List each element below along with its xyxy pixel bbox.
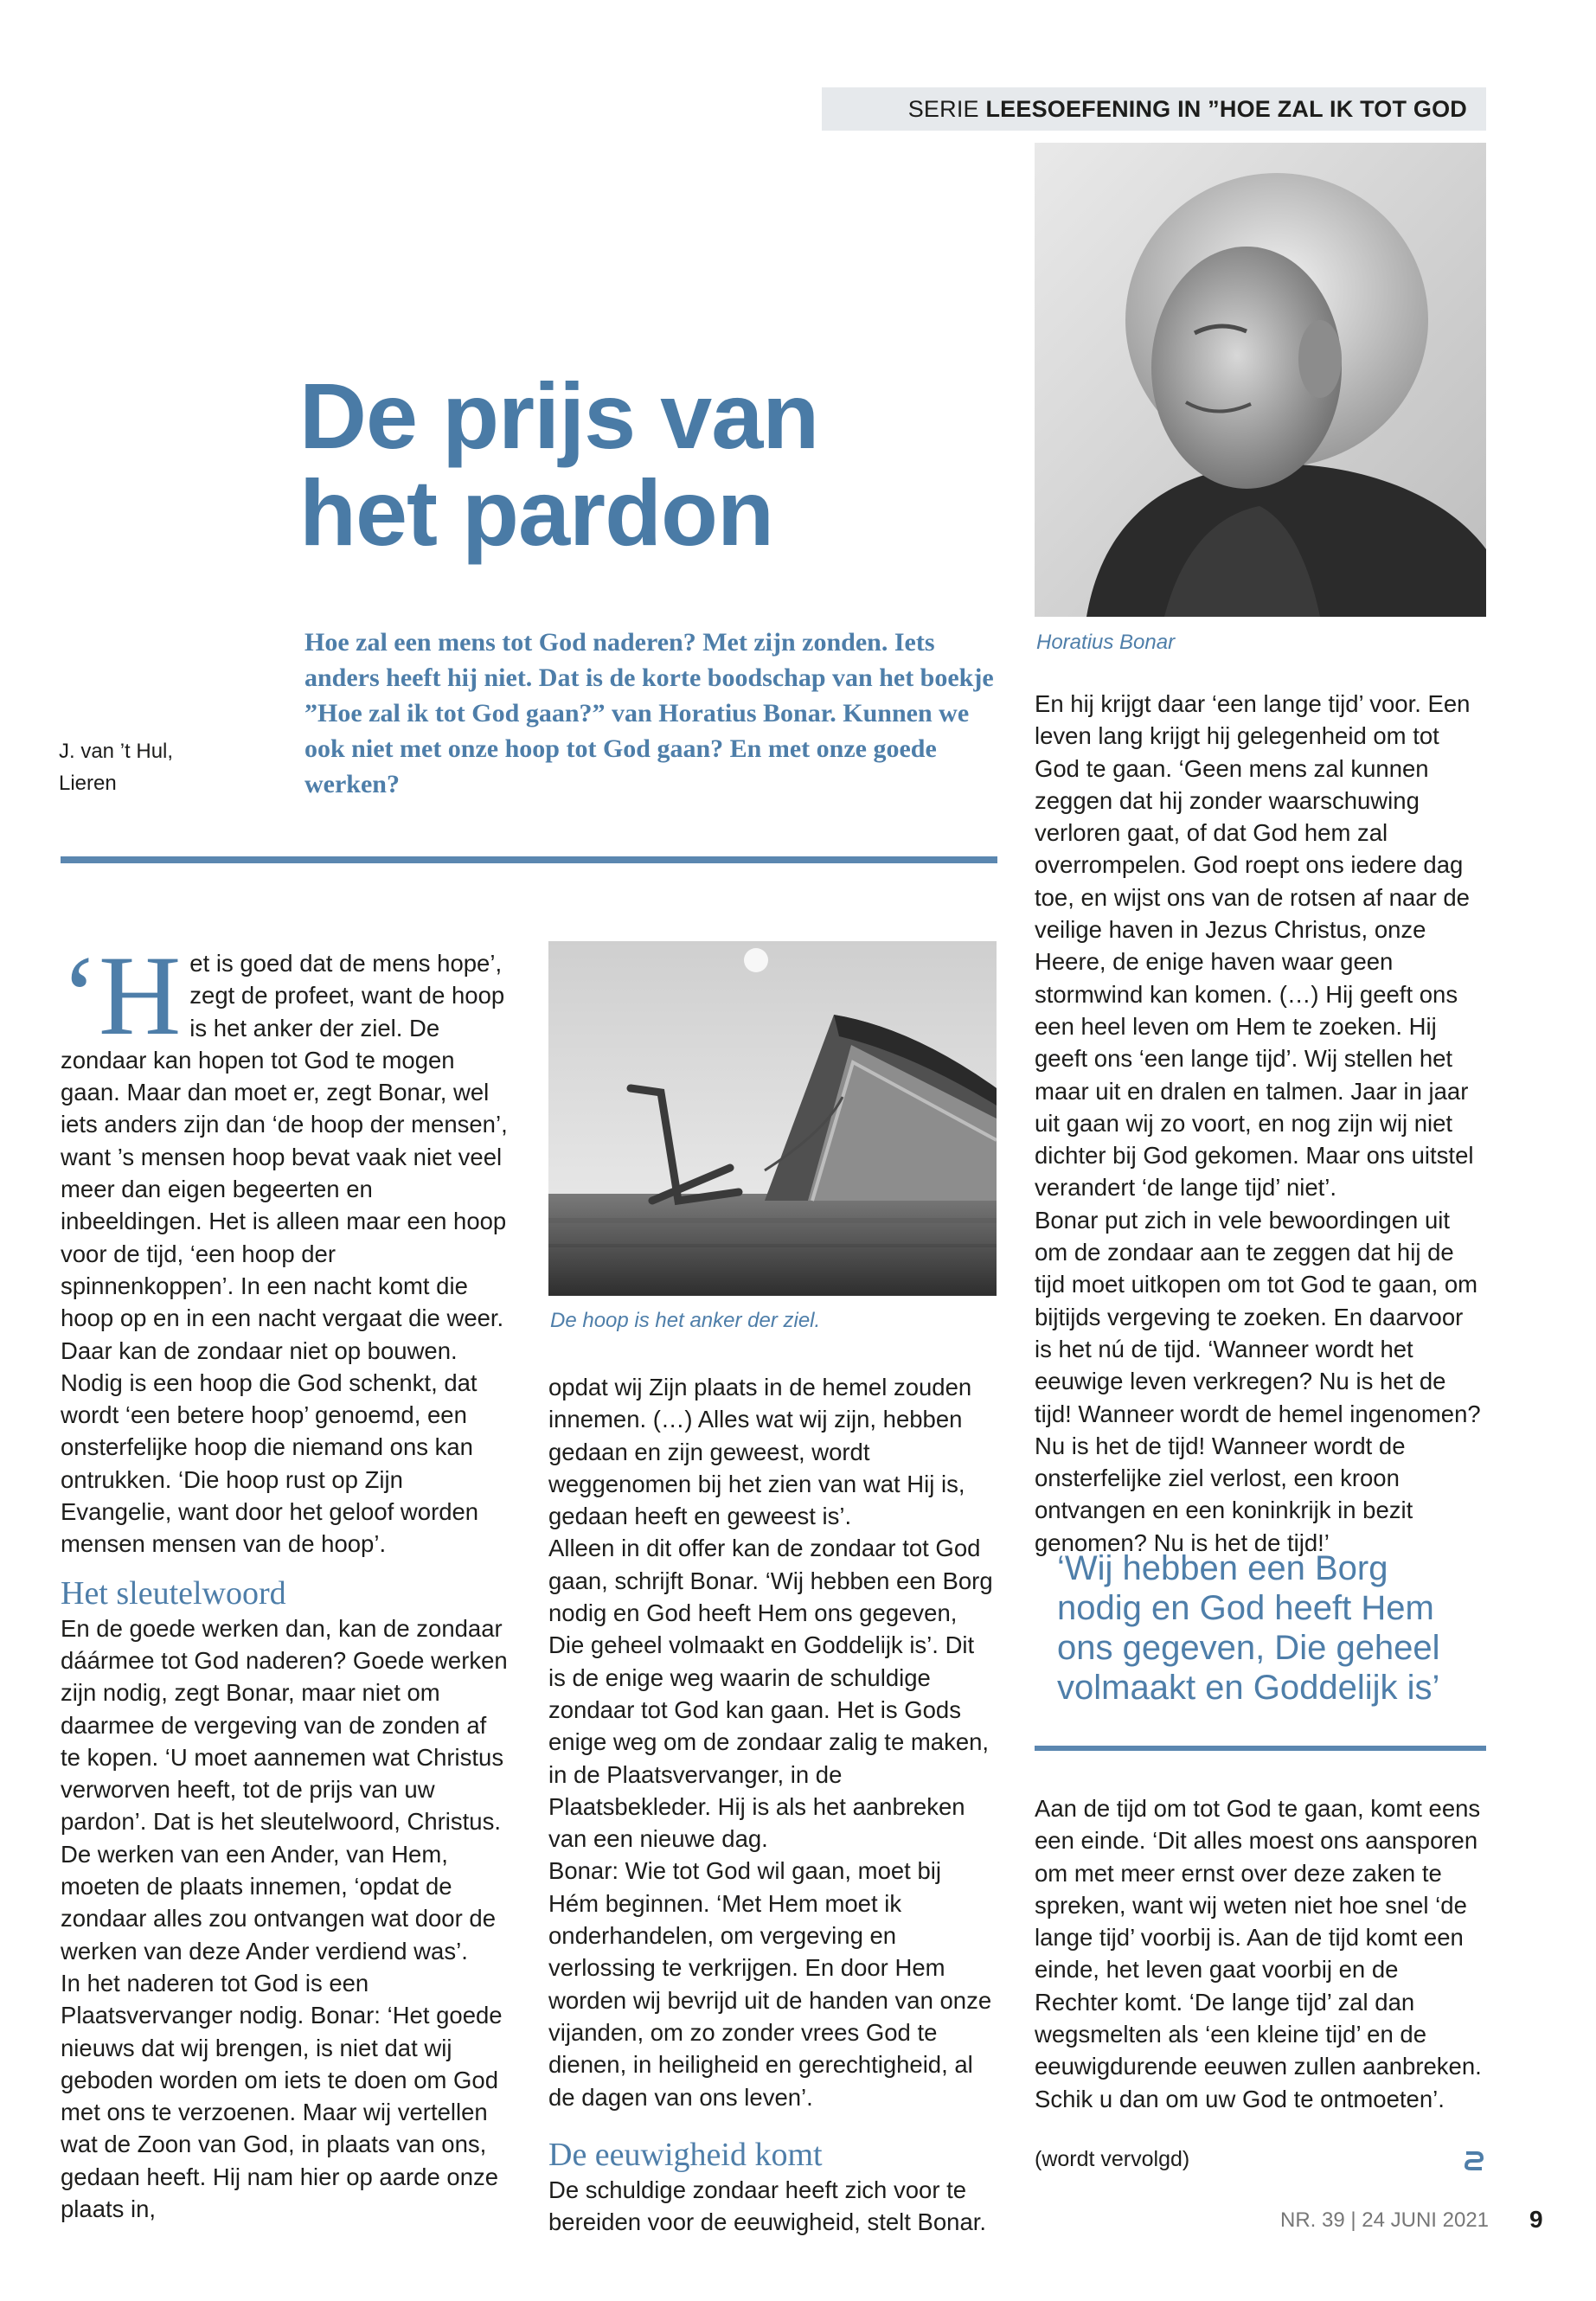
- pull-quote-rule: [1035, 1746, 1486, 1751]
- portrait-caption: Horatius Bonar: [1036, 631, 1176, 654]
- paragraph: ‘Het is goed dat de mens hope’, zegt de profeet, want de hoop is het anker der ziel. De zondaar kan hopen tot God te mogen gaan. Maar dan moet er, zegt Bonar, wel iets anders zijn dan ‘de hoop der mensen’, want ’s mensen hoop bevat vaak niet veel meer dan eigen begeerten en inbeeldingen. Het is alleen maar een hoop voor de tijd, ‘een hoop der spinnenkoppen’. In een nacht komt die hoop op en in een nacht vergaat die weer. Daar kan de zondaar niet op bouwen. Nodig is een hoop die God schenkt, dat wordt ‘een betere hoop’ genoemd, een onsterfelijke hoop die niemand ons kan ontrukken. ‘Die hoop rust op Zijn Evangelie, want door het geloof worden mensen mensen van de hoop’.: [61, 932, 508, 1558]
- author-name: J. van ’t Hul,: [59, 740, 174, 763]
- column-1: [61, 932, 509, 2225]
- column-3-continued: [1035, 1792, 1486, 2115]
- drop-cap: ‘H: [61, 932, 182, 1059]
- boat-caption: De hoop is het anker der ziel.: [550, 1309, 821, 1332]
- paragraph: En hij krijgt daar ‘een lange tijd’ voor. Een leven lang krijgt hij gelegenheid om tot God te gaan. ‘Geen mens zal kunnen zeggen dat hij zonder waarschuwing verloren gaat, of dat God hem zal overrompelen. God roept ons iedere dag toe, en wijst ons van de rotsen af naar de veilige haven in Jezus Christus, onze Heere, de enige haven waar geen stormwind kan komen. (…) Hij geeft ons een heel leven om Hem te zoeken. Hij geeft ons ‘een lange tijd’. Wij stellen het maar uit en dralen en talmen. Jaar in jaar uit gaan wij zo voort, en nog zijn wij niet dichter bij God gekomen. Maar ons uitstel verandert ‘de lange tijd’ niet’.: [1035, 690, 1474, 1202]
- issue-info: NR. 39 | 24 JUNI 2021: [1280, 2208, 1490, 2232]
- page-number: 9: [1529, 2206, 1543, 2233]
- paragraph: Alleen in dit offer kan de zondaar tot God gaan, schrijft Bonar. ‘Wij hebben een Borg nodig en God heeft Hem ons gegeven, Die geheel volmaakt en Goddelijk is’. Dit is de enige weg waarin de schuldige zondaar tot God kan gaan. Het is Gods enige weg om de zondaar zalig te maken, in de Plaatsvervanger, in de Plaatsbekleder. Hij is als het aanbreken van een nieuwe dag.: [548, 1535, 993, 1853]
- paragraph: opdat wij Zijn plaats in de hemel zouden innemen. (…) Alles wat wij zijn, hebben gedaan en zijn geweest, wordt weggenomen bij het zien van wat Hij is, gedaan heeft en geweest is’.: [548, 1374, 972, 1530]
- article-title: [299, 363, 905, 565]
- paragraph: In het naderen tot God is een Plaatsvervanger nodig. Bonar: ‘Het goede nieuws dat wij brengen, is niet dat wij geboden worden om iets te doen om God met ons te verzoenen. Maar wij vertellen wat de Zoon van God, in plaats van ons, gedaan heeft. Hij nam hier op aarde onze plaats in,: [61, 1969, 503, 2222]
- paragraph: Aan de tijd om tot God te gaan, komt eens een einde. ‘Dit alles moest ons aansporen om met meer ernst over deze zaken te spreken, want wij weten niet hoe snel ‘de lange tijd’ voorbij is. Aan de tijd komt een einde, het leven gaat voorbij en de Rechter komt. ‘De lange tijd’ zal dan wegsmelten als ‘een kleine tijd’ en de eeuwigdurende eeuwen zullen aanbreken. Schik u dan om uw God te ontmoeten’.: [1035, 1795, 1482, 2112]
- subheading: Het sleutelwoord: [61, 1574, 286, 1612]
- series-prefix: SERIE: [907, 96, 986, 122]
- end-mark-icon: [1464, 2150, 1484, 2171]
- title-line-2: het pardon: [299, 460, 773, 565]
- portrait-photo: [1035, 143, 1486, 617]
- subheading: De eeuwigheid komt: [548, 2136, 823, 2173]
- author-place: Lieren: [59, 772, 117, 795]
- pull-quote: ‘Wij hebben een Borg nodig en God heeft Hem ons gegeven, Die geheel volmaakt en Goddelijk is’: [1057, 1549, 1440, 1707]
- boat-photo: [548, 941, 997, 1296]
- column-3: [1035, 688, 1486, 1559]
- article-lead: Hoe zal een mens tot God naderen? Met zijn zonden. Iets anders heeft hij niet. Dat is de korte boodschap van het boekje ”Hoe zal ik tot God gaan?” van Horatius Bonar. Kunnen we ook niet met onze hoop tot God gaan? En met onze goede werken?: [304, 628, 994, 798]
- paragraph: En de goede werken dan, kan de zondaar dáármee tot God naderen? Goede werken zijn nodig, zegt Bonar, maar niet om daarmee de vergeving van de zonden af te kopen. ‘U moet aannemen wat Christus verworven heeft, tot de prijs van uw pardon’. Dat is het sleutelwoord, Christus. De werken van een Ander, van Hem, moeten de plaats innemen, ‘opdat de zondaar alles zou ontvangen wat door de werken van deze Ander verdiend was’.: [61, 1614, 508, 1965]
- paragraph: Bonar: Wie tot God wil gaan, moet bij Hém beginnen. ‘Met Hem moet ik onderhandelen, om vergeving en verlossing te verkrijgen. En door Hem worden wij bevrijd uit de handen van onze vijanden, om zo zonder vrees God te dienen, in heiligheid en gerechtigheid, al de dagen van ons leven’.: [548, 1857, 992, 2111]
- author-byline: [59, 735, 197, 799]
- continued-note: (wordt vervolgd): [1035, 2147, 1190, 2171]
- paragraph: De schuldige zondaar heeft zich voor te bereiden voor de eeuwigheid, stelt Bonar.: [548, 2176, 987, 2236]
- series-title: LEESOEFENING IN ”HOE ZAL IK TOT GOD: [985, 96, 1467, 122]
- paragraph: Bonar put zich in vele bewoordingen uit om de zondaar aan te zeggen dat hij de tijd moet uitkopen om tot God te gaan, om bijtijds vergeving te zoeken. En daarvoor is het nú de tijd. ‘Wanneer wordt het eeuwige leven verkregen? Nu is het de tijd! Wanneer wordt de hemel ingenomen? Nu is het de tijd! Wanneer wordt de onsterfelijke ziel verlost, een kroon ontvangen en een koninkrijk in bezit genomen? Nu is het de tijd!’: [1035, 1206, 1481, 1556]
- column-2: [548, 1371, 997, 2238]
- divider-rule: [61, 856, 997, 863]
- series-header: [822, 87, 1486, 131]
- title-line-1: De prijs van: [299, 363, 819, 468]
